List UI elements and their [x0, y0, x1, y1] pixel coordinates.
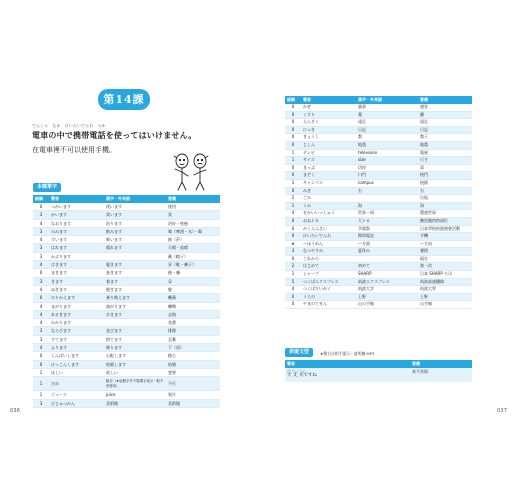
- cell-reading: かぶります: [49, 252, 104, 260]
- vocab-table-right: [285, 96, 472, 309]
- cell-meaning: 日本 SHARP 公司: [418, 271, 472, 279]
- cell-meaning: 遠足: [418, 119, 472, 127]
- cell-tone: 1: [33, 377, 49, 391]
- cell-tone: 0: [285, 104, 301, 111]
- cell-kanji: 脱ぎます: [104, 285, 166, 293]
- cell-kanji: 美術館: [104, 399, 166, 407]
- cell-reading: つくばエクスプレス: [301, 278, 356, 286]
- cell-kanji: 遠足: [356, 119, 418, 127]
- header-tone: 語調: [33, 195, 49, 203]
- table-row: [285, 164, 472, 172]
- table-row: [285, 278, 472, 286]
- cell-tone: 1: [285, 271, 301, 279]
- cell-kanji: 筑波エクスプレス: [356, 278, 418, 286]
- cell-reading: やまのてせん: [301, 301, 356, 309]
- expression-cell: [285, 368, 410, 382]
- cell-kanji: 世界一周: [356, 210, 418, 218]
- cell-kanji: 降ります: [104, 344, 166, 352]
- table-row: [33, 269, 220, 277]
- cell-kanji: 大トロ: [356, 217, 418, 225]
- cell-reading: がくえんさい: [301, 225, 356, 233]
- table-row: [285, 157, 472, 165]
- cell-meaning: 喝（啤酒・水）・喝: [166, 227, 220, 235]
- cell-kanji: 山の手線: [356, 301, 418, 309]
- cell-kanji: 乗り換えます: [104, 294, 166, 302]
- cell-reading: なつやすみ: [301, 248, 356, 256]
- cell-meaning: 右: [418, 187, 472, 195]
- cell-tone: 4: [33, 319, 49, 327]
- table-row: [33, 277, 220, 285]
- table-row: [285, 119, 472, 127]
- cell-kanji: 買います: [104, 211, 166, 219]
- cell-reading: はれます: [49, 244, 104, 252]
- cell-kanji: 携帯電話: [356, 233, 418, 241]
- cell-meaning: 海: [418, 202, 472, 210]
- cell-meaning: 美術館: [166, 399, 220, 407]
- header-meaning: 意義: [166, 195, 220, 203]
- table-row: [33, 399, 220, 407]
- stick-figures-illustration: [170, 152, 214, 192]
- table-row: [33, 352, 220, 360]
- cell-tone: 1: [285, 157, 301, 165]
- cell-reading: まぞく: [301, 172, 356, 180]
- cell-kanji: 履きます: [104, 261, 166, 269]
- cell-meaning: 日本學校的園遊會活動: [418, 225, 472, 233]
- cell-meaning: 果汁: [166, 391, 220, 399]
- vocab-table-left: [33, 195, 220, 408]
- cell-kanji: 並びます: [104, 327, 166, 335]
- table-row: [285, 255, 472, 263]
- cell-meaning: 暑假: [418, 248, 472, 256]
- cell-meaning: 尺寸: [418, 157, 472, 165]
- header-voice: 聲音: [285, 360, 410, 368]
- lesson-banner: 第14課: [98, 89, 150, 110]
- cell-tone: 0: [33, 203, 49, 211]
- page-number-right: 037: [497, 408, 508, 414]
- cell-meaning: 鮪魚腹肉的部位: [418, 217, 472, 225]
- cell-kanji: 口門: [356, 172, 418, 180]
- cell-reading: シャープ: [301, 271, 356, 279]
- cell-tone: 1: [33, 391, 49, 399]
- cell-meaning: 〜方向: [418, 240, 472, 248]
- cell-reading: きっぷ: [301, 164, 356, 172]
- header-reading: 聲音: [301, 96, 356, 104]
- cell-kanji: 歩きます: [104, 310, 166, 318]
- table-row: [33, 319, 220, 327]
- header-meaning: 意義: [418, 96, 472, 104]
- cell-kanji: [356, 255, 418, 263]
- cell-tone: 0: [285, 111, 301, 119]
- cell-reading: サイズ: [301, 157, 356, 165]
- cell-reading: ジュース: [49, 391, 104, 399]
- cell-meaning: 地震: [418, 141, 472, 149]
- table-row: [285, 301, 472, 309]
- vocab-section-title: 本課單字: [33, 183, 61, 192]
- table-row: [33, 310, 220, 318]
- cell-reading: みぎ: [301, 187, 356, 195]
- header-reading: 聲音: [49, 195, 104, 203]
- cell-reading: あるきます: [49, 310, 104, 318]
- expression-meaning: 真不苦耶: [410, 368, 472, 382]
- cell-reading: おねトロ: [301, 217, 356, 225]
- cell-tone: 2: [285, 195, 301, 203]
- cell-meaning: 捲・纏: [166, 269, 220, 277]
- cell-reading: ならびます: [49, 327, 104, 335]
- table-row: [33, 211, 220, 219]
- cell-tone: 1: [285, 179, 301, 187]
- table-row: [285, 210, 472, 218]
- cell-reading: 〜ほうめん: [301, 240, 356, 248]
- cell-kanji: 巻きます: [104, 269, 166, 277]
- cell-meaning: 教子: [418, 134, 472, 142]
- cell-tone: 3: [33, 335, 49, 343]
- cell-reading: まがります: [49, 302, 104, 310]
- cell-tone: 4: [33, 310, 49, 318]
- cell-reading: けっこんします: [49, 360, 104, 368]
- cell-tone: 0: [285, 164, 301, 172]
- cell-meaning: 垃圾: [418, 195, 472, 203]
- cell-kanji: 海: [356, 202, 418, 210]
- header-meaning: 意義: [410, 360, 472, 368]
- table-row: [33, 261, 220, 269]
- cell-meaning: 校門: [418, 172, 472, 180]
- table-row: [33, 335, 220, 343]
- header-tone: 語調: [285, 96, 301, 104]
- cell-tone: 4: [33, 219, 49, 227]
- expression-note: ★整合自相手提示・請所聽 MP3: [320, 351, 375, 356]
- cell-reading: すてます: [49, 335, 104, 343]
- cell-tone: 0: [33, 294, 49, 302]
- cell-tone: 0: [33, 269, 49, 277]
- cell-meaning: 山手線: [418, 301, 472, 309]
- cell-meaning: 花費: [166, 319, 220, 327]
- cell-meaning: 藥: [418, 111, 472, 119]
- table-row: [285, 217, 472, 225]
- cell-kanji: 〜方面: [356, 240, 418, 248]
- cell-meaning: 脫: [166, 285, 220, 293]
- cell-kanji: 学園祭: [356, 225, 418, 233]
- cell-tone: 1: [285, 202, 301, 210]
- table-row: [33, 368, 220, 376]
- table-row: [33, 377, 220, 391]
- cell-reading: つかいます: [49, 203, 104, 211]
- cell-meaning: 不行: [166, 377, 220, 391]
- cell-tone: 3: [285, 248, 301, 256]
- cell-tone: 3: [33, 252, 49, 260]
- table-row: [285, 172, 472, 180]
- table-row: [285, 286, 472, 294]
- table-row: [33, 285, 220, 293]
- cell-kanji: 使います: [104, 203, 166, 211]
- cell-kanji: 地震: [356, 141, 418, 149]
- cell-reading: かかります: [49, 319, 104, 327]
- cell-tone: 0: [285, 225, 301, 233]
- cell-reading: えんそく: [301, 119, 356, 127]
- cell-kanji: 教: [356, 134, 418, 142]
- cell-reading: ふります: [49, 344, 104, 352]
- cell-reading: きょうし: [301, 134, 356, 142]
- page-number-left: 036: [10, 408, 21, 414]
- cell-reading: にっき: [301, 126, 356, 134]
- cell-tone: 3: [33, 244, 49, 252]
- table-row: [33, 203, 220, 211]
- cell-kanji: 捨てます: [104, 335, 166, 343]
- expression-text: 大 丈 夫ですね: [287, 373, 317, 378]
- lesson-sentence: 電車の中で携帯電話を使ってはいけません。: [32, 130, 197, 140]
- cell-tone: 4: [33, 236, 49, 244]
- cell-meaning: 環遊世界: [418, 210, 472, 218]
- header-kanji: 漢字・外來語: [104, 195, 166, 203]
- cell-meaning: 穿: [166, 277, 220, 285]
- cell-meaning: 第一次: [418, 263, 472, 271]
- cell-reading: なおります: [49, 219, 104, 227]
- table-row: [285, 263, 472, 271]
- table-row: [285, 126, 472, 134]
- cell-reading: のみます: [49, 227, 104, 235]
- cell-kanji: [104, 252, 166, 260]
- cell-meaning: 日記: [418, 126, 472, 134]
- table-row: [33, 236, 220, 244]
- vocab-table-header: [285, 96, 472, 104]
- vocab-table-header: [33, 195, 220, 203]
- cell-meaning: 治好・痊癒: [166, 219, 220, 227]
- cell-meaning: 上野: [418, 293, 472, 301]
- cell-tone: 2: [285, 263, 301, 271]
- cell-kanji: 日記: [356, 126, 418, 134]
- header-kanji: 漢字・外來語: [356, 96, 418, 104]
- cell-tone: 3: [33, 277, 49, 285]
- cell-kanji: size: [356, 157, 418, 165]
- cell-reading: テレビ: [301, 149, 356, 157]
- cell-tone: 4: [33, 285, 49, 293]
- cell-kanji: 薬: [356, 111, 418, 119]
- table-row: [285, 195, 472, 203]
- cell-reading: じしん: [301, 141, 356, 149]
- cell-reading: だめ: [49, 377, 104, 391]
- cell-tone: 4: [285, 286, 301, 294]
- cell-tone: 1: [285, 149, 301, 157]
- cell-reading: はじめて: [301, 263, 356, 271]
- table-row: [33, 327, 220, 335]
- cell-kanji: 飲みます: [104, 227, 166, 235]
- cell-reading: かいます: [49, 211, 104, 219]
- table-row: [33, 294, 220, 302]
- cell-reading: ぬぎます: [49, 285, 104, 293]
- cell-reading: きます: [49, 277, 104, 285]
- cell-tone: 0: [285, 134, 301, 142]
- cell-kanji: 風邪: [356, 104, 418, 111]
- table-row: [33, 391, 220, 399]
- cell-reading: くすり: [301, 111, 356, 119]
- sentence-furigana: でんしゃ なか けいたいでんわ つか: [32, 123, 106, 128]
- cell-reading: せかいいっしゅう: [301, 210, 356, 218]
- cell-meaning: 電視: [418, 149, 472, 157]
- cell-meaning: 現在: [418, 255, 472, 263]
- cell-meaning: 校園: [418, 179, 472, 187]
- cell-tone: 0: [285, 255, 301, 263]
- table-row: [33, 219, 220, 227]
- cell-tone: 0: [33, 352, 49, 360]
- table-row: [33, 302, 220, 310]
- cell-tone: 0: [285, 187, 301, 195]
- cell-tone: 0: [285, 301, 301, 309]
- cell-kanji: 切符: [356, 164, 418, 172]
- cell-kanji: [104, 319, 166, 327]
- cell-tone: 0: [285, 172, 301, 180]
- cell-meaning: 轉彎: [166, 302, 220, 310]
- cell-kanji: 夏休み: [356, 248, 418, 256]
- cell-tone: ★: [285, 240, 301, 248]
- cell-reading: キャンパス: [301, 179, 356, 187]
- cell-tone: 0: [285, 141, 301, 149]
- cell-kanji: 欲しい: [104, 368, 166, 376]
- cell-reading: はきます: [49, 261, 104, 269]
- cell-reading: つくばだいがく: [301, 286, 356, 294]
- cell-tone: 0: [285, 119, 301, 127]
- table-row: [33, 360, 220, 368]
- cell-tone: 3: [33, 227, 49, 235]
- cell-reading: しんぱいします: [49, 352, 104, 360]
- cell-kanji: 筑波大学: [356, 286, 418, 294]
- table-row: [33, 227, 220, 235]
- cell-meaning: 買: [166, 211, 220, 219]
- cell-meaning: 筑波大學: [418, 286, 472, 294]
- cell-reading: うえの: [301, 293, 356, 301]
- table-row: [33, 244, 220, 252]
- cell-reading: うみ: [301, 202, 356, 210]
- table-row: [285, 233, 472, 241]
- cell-kanji: 上野: [356, 293, 418, 301]
- cell-kanji: campus: [356, 179, 418, 187]
- cell-meaning: 擔心: [166, 352, 220, 360]
- expression-row: [285, 368, 472, 382]
- cell-kanji: 着ます: [104, 277, 166, 285]
- cell-reading: これから: [301, 255, 356, 263]
- cell-kanji: 右: [356, 187, 418, 195]
- lesson-translation: 在電車裡不可以使用手機。: [32, 146, 116, 154]
- table-row: [285, 187, 472, 195]
- cell-kanji: 曲がります: [104, 302, 166, 310]
- table-row: [285, 149, 472, 157]
- table-row: [285, 202, 472, 210]
- cell-tone: 0: [285, 217, 301, 225]
- cell-kanji: 吸います: [104, 236, 166, 244]
- expression-table: [285, 360, 472, 382]
- cell-kanji: 晴れます: [104, 244, 166, 252]
- cell-meaning: 穿（鞋・褲子）: [166, 261, 220, 269]
- cell-tone: 3: [33, 211, 49, 219]
- table-row: [33, 252, 220, 260]
- cell-tone: 0: [33, 360, 49, 368]
- cell-reading: かぜ: [301, 104, 356, 111]
- table-row: [285, 104, 472, 111]
- cell-tone: 5: [285, 278, 301, 286]
- cell-tone: 3: [33, 327, 49, 335]
- cell-tone: 0: [285, 126, 301, 134]
- table-row: [285, 225, 472, 233]
- table-row: [285, 248, 472, 256]
- cell-meaning: 轉乘: [166, 294, 220, 302]
- cell-tone: 4: [33, 344, 49, 352]
- cell-tone: 1: [33, 368, 49, 376]
- cell-kanji: [356, 195, 418, 203]
- cell-reading: けいたいでんわ: [301, 233, 356, 241]
- cell-meaning: 想要: [166, 368, 220, 376]
- expression-table-header: [285, 360, 472, 368]
- table-row: [285, 179, 472, 187]
- cell-meaning: 排隊: [166, 327, 220, 335]
- cell-tone: 4: [33, 302, 49, 310]
- cell-meaning: 手機: [418, 233, 472, 241]
- cell-reading: すいます: [49, 236, 104, 244]
- cell-kanji: 心配します: [104, 352, 166, 360]
- cell-meaning: 天晴・放晴: [166, 244, 220, 252]
- cell-kanji: juice: [104, 391, 166, 399]
- cell-reading: まきます: [49, 269, 104, 277]
- cell-kanji: 駄目（★這個字多不寫漢字表示・較不常使用）: [104, 377, 166, 391]
- cell-tone: 4: [33, 261, 49, 269]
- cell-meaning: 使用: [166, 203, 220, 211]
- cell-reading: ほしい: [49, 368, 104, 376]
- cell-meaning: 走路: [166, 310, 220, 318]
- table-row: [285, 111, 472, 119]
- cell-kanji: 結婚します: [104, 360, 166, 368]
- table-row: [285, 141, 472, 149]
- cell-reading: ごみ: [301, 195, 356, 203]
- cell-kanji: 初めて: [356, 263, 418, 271]
- cell-reading: びじゅつかん: [49, 399, 104, 407]
- cell-meaning: 感冒: [418, 104, 472, 111]
- cell-tone: 3: [33, 399, 49, 407]
- cell-meaning: 票: [418, 164, 472, 172]
- cell-kanji: 治ります: [104, 219, 166, 227]
- table-row: [285, 240, 472, 248]
- cell-meaning: 丟棄: [166, 335, 220, 343]
- cell-kanji: television: [356, 149, 418, 157]
- cell-tone: 4: [285, 210, 301, 218]
- cell-meaning: 下（雨）: [166, 344, 220, 352]
- cell-tone: 0: [285, 233, 301, 241]
- table-row: [285, 134, 472, 142]
- table-row: [33, 344, 220, 352]
- cell-meaning: 抽（菸）: [166, 236, 220, 244]
- cell-kanji: SHARP: [356, 271, 418, 279]
- table-row: [285, 271, 472, 279]
- cell-tone: 0: [285, 293, 301, 301]
- cell-meaning: 戴（帽子）: [166, 252, 220, 260]
- cell-meaning: 結婚: [166, 360, 220, 368]
- expression-section-title: 表現文型: [285, 348, 313, 357]
- cell-reading: のりかえます: [49, 294, 104, 302]
- table-row: [285, 293, 472, 301]
- expression-furigana: だいじょうぶ: [287, 369, 306, 373]
- cell-meaning: 筑波高速鐵路: [418, 278, 472, 286]
